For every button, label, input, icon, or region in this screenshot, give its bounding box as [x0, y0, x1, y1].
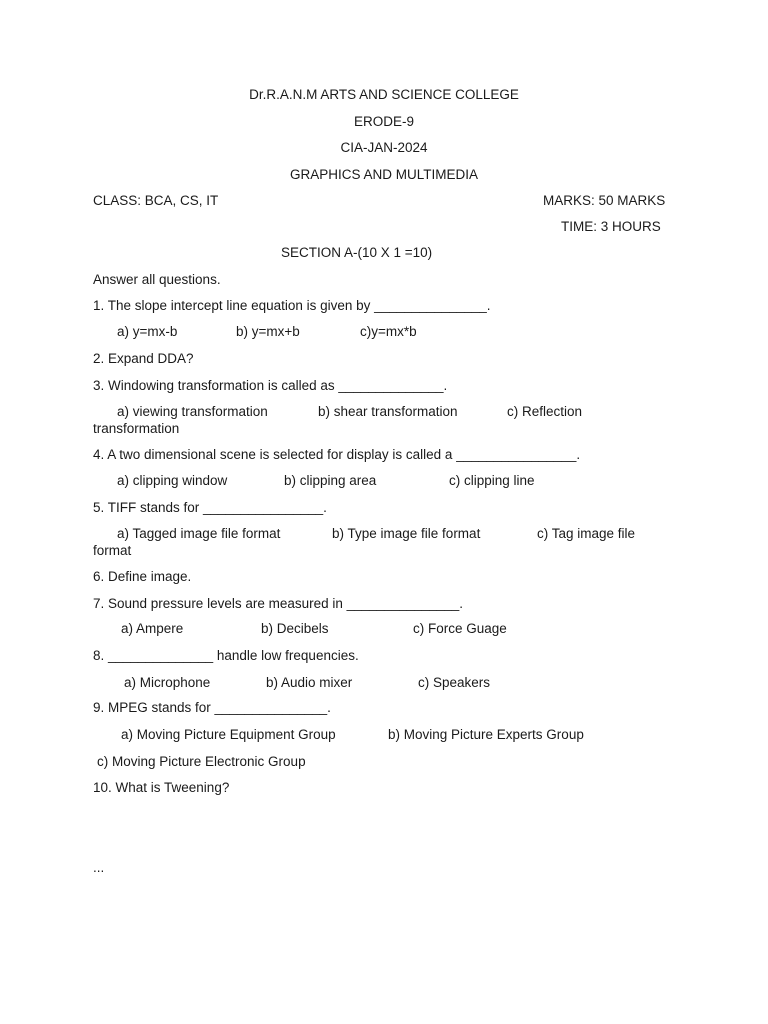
college-city: ERODE-9 — [353, 114, 414, 129]
question-2: 2. Expand DDA? — [93, 351, 194, 366]
question-10: 10. What is Tweening? — [93, 780, 230, 795]
q4-option-a: a) clipping window — [117, 473, 228, 488]
instruction: Answer all questions. — [93, 272, 221, 287]
q5-option-a: a) Tagged image file format — [117, 526, 281, 541]
q4-option-c: c) clipping line — [449, 473, 535, 488]
q1-option-b: b) y=mx+b — [236, 324, 300, 339]
q7-option-a: a) Ampere — [121, 621, 184, 636]
q5-option-c: c) Tag image file — [537, 526, 636, 541]
college-name: Dr.R.A.N.M ARTS AND SCIENCE COLLEGE — [249, 87, 519, 102]
q7-option-c: c) Force Guage — [413, 621, 507, 636]
subject-title: GRAPHICS AND MULTIMEDIA — [289, 167, 479, 182]
q5-option-b: b) Type image file format — [332, 526, 481, 541]
q4-option-b: b) clipping area — [284, 473, 377, 488]
question-6: 6. Define image. — [93, 569, 192, 584]
q9-option-c: c) Moving Picture Electronic Group — [97, 754, 306, 769]
q5-option-c-wrap: format — [93, 543, 132, 558]
class-label: CLASS: BCA, CS, IT — [93, 193, 219, 208]
q8-option-b: b) Audio mixer — [266, 675, 353, 690]
q9-option-b: b) Moving Picture Experts Group — [388, 727, 584, 742]
question-7: 7. Sound pressure levels are measured in _______________. — [93, 596, 464, 611]
marks-label: MARKS: 50 MARKS — [543, 193, 666, 208]
question-3: 3. Windowing transformation is called as ______________. — [93, 378, 448, 393]
time-label: TIME: 3 HOURS — [561, 219, 661, 234]
question-8: 8. ______________ handle low frequencies. — [93, 648, 359, 663]
exam-name: CIA-JAN-2024 — [340, 140, 428, 155]
continuation-ellipsis: ... — [93, 860, 105, 875]
q3-option-b: b) shear transformation — [318, 404, 458, 419]
q9-option-a: a) Moving Picture Equipment Group — [121, 727, 336, 742]
q3-option-c-wrap: transformation — [93, 421, 180, 436]
question-5: 5. TIFF stands for ________________. — [93, 500, 327, 515]
question-9: 9. MPEG stands for _______________. — [93, 700, 331, 715]
q3-option-c: c) Reflection — [507, 404, 583, 419]
q8-option-c: c) Speakers — [418, 675, 491, 690]
section-title: SECTION A-(10 X 1 =10) — [281, 245, 433, 260]
q8-option-a: a) Microphone — [124, 675, 211, 690]
q1-option-a: a) y=mx-b — [117, 324, 178, 339]
q3-option-a: a) viewing transformation — [117, 404, 268, 419]
question-4: 4. A two dimensional scene is selected for display is called a ________________. — [93, 447, 581, 462]
q7-option-b: b) Decibels — [261, 621, 329, 636]
question-1: 1. The slope intercept line equation is given by _______________. — [93, 298, 491, 313]
q1-option-c: c)y=mx*b — [360, 324, 417, 339]
